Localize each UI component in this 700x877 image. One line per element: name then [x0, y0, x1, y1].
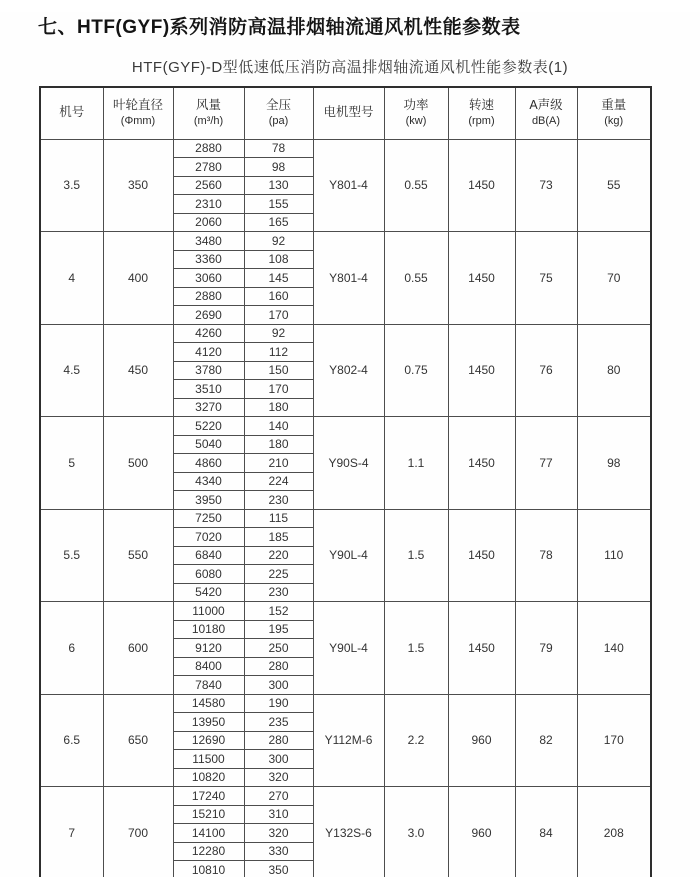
cell-motor-model: Y132S-6	[313, 787, 384, 877]
cell-pressure: 115	[244, 509, 313, 528]
cell-airflow: 10810	[173, 861, 244, 877]
cell-impeller-diameter: 400	[103, 232, 173, 325]
cell-pressure: 195	[244, 620, 313, 639]
cell-pressure: 320	[244, 824, 313, 843]
table-row	[40, 694, 651, 713]
cell-noise-level: 77	[515, 417, 577, 510]
page-title: 七、HTF(GYF)系列消防高温排烟轴流通风机性能参数表	[38, 17, 521, 38]
cell-airflow: 2690	[173, 306, 244, 325]
cell-motor-model: Y801-4	[313, 232, 384, 325]
header-label: 功率	[403, 97, 429, 112]
col-header-noise-level	[515, 87, 577, 139]
cell-pressure: 180	[244, 398, 313, 417]
cell-pressure: 92	[244, 324, 313, 343]
table-header	[40, 87, 651, 139]
cell-pressure: 180	[244, 435, 313, 454]
cell-airflow: 2560	[173, 176, 244, 195]
cell-weight: 140	[577, 602, 651, 695]
cell-airflow: 5040	[173, 435, 244, 454]
cell-airflow: 11500	[173, 750, 244, 769]
cell-pressure: 280	[244, 657, 313, 676]
cell-impeller-diameter: 350	[103, 139, 173, 232]
cell-model-no: 5.5	[40, 509, 103, 602]
cell-airflow: 2780	[173, 158, 244, 177]
header-label: 风量	[195, 97, 221, 112]
col-header-motor-model	[313, 87, 384, 139]
cell-motor-model: Y90L-4	[313, 602, 384, 695]
cell-power: 0.55	[384, 139, 448, 232]
cell-weight: 98	[577, 417, 651, 510]
header-row	[40, 87, 651, 139]
cell-airflow: 2880	[173, 287, 244, 306]
cell-speed: 1450	[448, 232, 515, 325]
table-row	[40, 417, 651, 436]
col-header-speed	[448, 87, 515, 139]
header-unit: (kg)	[604, 115, 624, 128]
header-label: 全压	[265, 97, 291, 112]
cell-airflow: 12690	[173, 731, 244, 750]
cell-airflow: 3060	[173, 269, 244, 288]
cell-pressure: 310	[244, 805, 313, 824]
cell-pressure: 300	[244, 750, 313, 769]
cell-noise-level: 73	[515, 139, 577, 232]
cell-pressure: 210	[244, 454, 313, 473]
cell-noise-level: 79	[515, 602, 577, 695]
cell-pressure: 170	[244, 380, 313, 399]
col-header-weight	[577, 87, 651, 139]
document-page	[0, 12, 700, 877]
col-header-airflow	[173, 87, 244, 139]
header-unit: (m³/h)	[193, 115, 224, 128]
cell-power: 1.1	[384, 417, 448, 510]
cell-pressure: 152	[244, 602, 313, 621]
cell-power: 1.5	[384, 509, 448, 602]
cell-pressure: 98	[244, 158, 313, 177]
cell-noise-level: 82	[515, 694, 577, 787]
cell-weight: 208	[577, 787, 651, 877]
cell-pressure: 320	[244, 768, 313, 787]
cell-power: 0.75	[384, 324, 448, 417]
cell-noise-level: 84	[515, 787, 577, 877]
cell-pressure: 112	[244, 343, 313, 362]
cell-model-no: 4	[40, 232, 103, 325]
cell-pressure: 155	[244, 195, 313, 214]
cell-pressure: 235	[244, 713, 313, 732]
cell-noise-level: 78	[515, 509, 577, 602]
cell-pressure: 300	[244, 676, 313, 695]
cell-model-no: 6.5	[40, 694, 103, 787]
header-unit: (Φmm)	[120, 115, 156, 128]
cell-weight: 55	[577, 139, 651, 232]
cell-pressure: 350	[244, 861, 313, 877]
cell-motor-model: Y90S-4	[313, 417, 384, 510]
table-body	[40, 139, 651, 877]
cell-model-no: 7	[40, 787, 103, 877]
cell-speed: 960	[448, 787, 515, 877]
table-subtitle: HTF(GYF)-D型低速低压消防高温排烟轴流通风机性能参数表(1)	[131, 59, 569, 76]
fan-parameters-table	[39, 86, 652, 877]
cell-weight: 170	[577, 694, 651, 787]
cell-airflow: 9120	[173, 639, 244, 658]
cell-pressure: 160	[244, 287, 313, 306]
cell-weight: 110	[577, 509, 651, 602]
cell-motor-model: Y801-4	[313, 139, 384, 232]
cell-motor-model: Y90L-4	[313, 509, 384, 602]
cell-pressure: 78	[244, 139, 313, 158]
cell-airflow: 2310	[173, 195, 244, 214]
cell-power: 3.0	[384, 787, 448, 877]
cell-model-no: 4.5	[40, 324, 103, 417]
cell-pressure: 270	[244, 787, 313, 806]
cell-airflow: 12280	[173, 842, 244, 861]
cell-airflow: 4260	[173, 324, 244, 343]
header-label: 转速	[468, 97, 494, 112]
cell-airflow: 13950	[173, 713, 244, 732]
cell-pressure: 224	[244, 472, 313, 491]
col-header-impeller-diameter	[103, 87, 173, 139]
cell-pressure: 230	[244, 583, 313, 602]
cell-airflow: 2880	[173, 139, 244, 158]
cell-model-no: 3.5	[40, 139, 103, 232]
cell-airflow: 3780	[173, 361, 244, 380]
cell-airflow: 14580	[173, 694, 244, 713]
header-unit: (rpm)	[468, 115, 495, 128]
col-header-pressure	[244, 87, 313, 139]
cell-airflow: 8400	[173, 657, 244, 676]
header-unit: (kw)	[405, 115, 427, 128]
table-row	[40, 139, 651, 158]
table-row	[40, 232, 651, 251]
cell-pressure: 330	[244, 842, 313, 861]
cell-impeller-diameter: 450	[103, 324, 173, 417]
cell-noise-level: 76	[515, 324, 577, 417]
cell-pressure: 220	[244, 546, 313, 565]
cell-airflow: 3950	[173, 491, 244, 510]
header-unit: (pa)	[268, 115, 289, 128]
cell-pressure: 150	[244, 361, 313, 380]
cell-pressure: 280	[244, 731, 313, 750]
cell-impeller-diameter: 550	[103, 509, 173, 602]
cell-airflow: 3480	[173, 232, 244, 251]
cell-motor-model: Y112M-6	[313, 694, 384, 787]
cell-pressure: 92	[244, 232, 313, 251]
cell-airflow: 7020	[173, 528, 244, 547]
cell-pressure: 230	[244, 491, 313, 510]
cell-pressure: 145	[244, 269, 313, 288]
cell-airflow: 7840	[173, 676, 244, 695]
cell-model-no: 5	[40, 417, 103, 510]
cell-impeller-diameter: 500	[103, 417, 173, 510]
header-label: A声级	[529, 97, 563, 112]
header-label: 叶轮直径	[112, 97, 163, 112]
cell-airflow: 5220	[173, 417, 244, 436]
table-row	[40, 602, 651, 621]
cell-airflow: 3360	[173, 250, 244, 269]
table-row	[40, 509, 651, 528]
cell-motor-model: Y802-4	[313, 324, 384, 417]
col-header-power	[384, 87, 448, 139]
cell-pressure: 225	[244, 565, 313, 584]
cell-airflow: 11000	[173, 602, 244, 621]
cell-model-no: 6	[40, 602, 103, 695]
cell-airflow: 14100	[173, 824, 244, 843]
cell-airflow: 3270	[173, 398, 244, 417]
header-unit: dB(A)	[531, 115, 561, 128]
cell-airflow: 10820	[173, 768, 244, 787]
table-row	[40, 324, 651, 343]
header-label: 重量	[601, 97, 627, 112]
cell-airflow: 4340	[173, 472, 244, 491]
cell-pressure: 190	[244, 694, 313, 713]
cell-weight: 70	[577, 232, 651, 325]
cell-pressure: 170	[244, 306, 313, 325]
cell-impeller-diameter: 650	[103, 694, 173, 787]
header-label: 电机型号	[323, 105, 374, 120]
cell-airflow: 10180	[173, 620, 244, 639]
cell-airflow: 15210	[173, 805, 244, 824]
cell-speed: 1450	[448, 417, 515, 510]
cell-airflow: 2060	[173, 213, 244, 232]
cell-airflow: 5420	[173, 583, 244, 602]
cell-airflow: 17240	[173, 787, 244, 806]
cell-airflow: 4860	[173, 454, 244, 473]
cell-airflow: 3510	[173, 380, 244, 399]
cell-power: 0.55	[384, 232, 448, 325]
cell-airflow: 4120	[173, 343, 244, 362]
cell-speed: 1450	[448, 139, 515, 232]
cell-weight: 80	[577, 324, 651, 417]
cell-airflow: 7250	[173, 509, 244, 528]
cell-airflow: 6080	[173, 565, 244, 584]
cell-speed: 960	[448, 694, 515, 787]
cell-speed: 1450	[448, 602, 515, 695]
cell-pressure: 130	[244, 176, 313, 195]
cell-power: 1.5	[384, 602, 448, 695]
cell-impeller-diameter: 700	[103, 787, 173, 877]
cell-pressure: 165	[244, 213, 313, 232]
cell-power: 2.2	[384, 694, 448, 787]
col-header-model-no	[40, 87, 103, 139]
header-label: 机号	[59, 105, 85, 120]
table-row	[40, 787, 651, 806]
cell-noise-level: 75	[515, 232, 577, 325]
cell-airflow: 6840	[173, 546, 244, 565]
cell-pressure: 140	[244, 417, 313, 436]
cell-speed: 1450	[448, 509, 515, 602]
cell-pressure: 108	[244, 250, 313, 269]
cell-speed: 1450	[448, 324, 515, 417]
cell-pressure: 185	[244, 528, 313, 547]
cell-impeller-diameter: 600	[103, 602, 173, 695]
cell-pressure: 250	[244, 639, 313, 658]
